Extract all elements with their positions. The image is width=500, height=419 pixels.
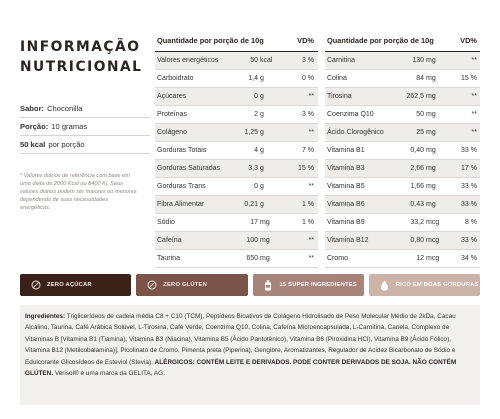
amount-unit: g: [260, 129, 264, 136]
nutrient-name: Gorduras Trans: [157, 183, 206, 190]
nutrient-vd: 33 %: [461, 237, 477, 244]
table-row: [325, 88, 480, 106]
header-vd: VD%: [297, 36, 314, 45]
amount-value: 12: [416, 255, 424, 262]
table-row: [325, 52, 480, 70]
table-header: [325, 30, 480, 52]
nutrient-vd: **: [471, 57, 477, 64]
table-row: [155, 250, 318, 268]
daily-values-note: * Valores diários de referência com base em uma dieta de 2000 Kcal ou 8400 Kj. Seus valores diários podem ser maiores ou menores dependendo de suas necessidades energéticas.: [20, 173, 137, 212]
nutrient-vd: **: [308, 237, 314, 244]
nutrient-name: Valores energéticos: [157, 57, 219, 64]
nutrient-name: Gorduras Saturadas: [157, 165, 221, 172]
nutrient-amount: [384, 255, 440, 262]
nutrient-name: Gorduras Totais: [157, 147, 207, 154]
nutrient-amount: [384, 183, 440, 190]
nutrient-vd: **: [308, 255, 314, 262]
amount-unit: g: [260, 201, 264, 208]
nutrient-vd: 7 %: [301, 147, 314, 154]
nutrient-name: Cafeína: [157, 237, 182, 244]
nutrient-name: Açúcares: [157, 93, 187, 100]
table-row: [155, 196, 318, 214]
table-row: [155, 214, 318, 232]
badge-zero-gluten: [136, 274, 247, 296]
nutrition-table-left: [155, 30, 318, 268]
table-header: [155, 30, 318, 52]
amount-unit: mg: [426, 75, 436, 82]
amount-value: 0,21: [244, 201, 258, 208]
nutrient-amount: [222, 237, 274, 244]
nutrient-name: Tirosina: [327, 93, 352, 100]
nutrient-vd: **: [308, 183, 314, 190]
kcal-value: por porção: [48, 140, 85, 149]
nutrient-name: Vitamina B9: [327, 219, 365, 226]
ingredients-label: Ingredientes:: [25, 313, 66, 320]
nutrient-amount: [222, 255, 274, 262]
nutrient-name: Taurina: [157, 255, 180, 262]
drop-icon: [379, 280, 390, 291]
nutrient-vd: 1 %: [301, 219, 314, 226]
amount-unit: mg: [260, 255, 270, 262]
amount-unit: mg: [260, 219, 270, 226]
amount-unit: mg: [426, 111, 436, 118]
amount-unit: mg: [426, 147, 436, 154]
nutrient-amount: [384, 75, 440, 82]
nutrient-amount: [384, 129, 440, 136]
nutrient-amount: [384, 201, 440, 208]
nutrient-vd: 15 %: [461, 75, 477, 82]
table-row: [155, 160, 318, 178]
amount-unit: mg: [426, 183, 436, 190]
nutrient-name: Vitamina B12: [327, 237, 369, 244]
nutrient-amount: [222, 129, 274, 136]
nutrient-name: Coenzima Q10: [327, 111, 374, 118]
header-quantity: Quantidade por porção de 10g: [327, 36, 434, 45]
nutrient-name: Sódio: [157, 219, 175, 226]
nutrient-amount: [222, 111, 274, 118]
header-quantity: Quantidade por porção de 10g: [157, 36, 264, 45]
amount-unit: g: [260, 111, 264, 118]
badge-good-fats: [369, 274, 480, 296]
amount-value: 2,66: [410, 165, 424, 172]
nutrient-amount: [384, 147, 440, 154]
amount-value: 1,4: [248, 75, 258, 82]
amount-unit: kcal: [260, 57, 273, 64]
nutrient-amount: [222, 57, 274, 64]
badge-label: RICO EM BOAS GORDURAS: [395, 282, 479, 288]
amount-unit: g: [260, 147, 264, 154]
nutrient-vd: **: [471, 129, 477, 136]
amount-unit: mg: [426, 165, 436, 172]
nutrient-amount: [384, 111, 440, 118]
nutrient-name: Cromo: [327, 255, 349, 262]
amount-value: 650: [246, 255, 258, 262]
nutrient-vd: 1 %: [301, 201, 314, 208]
nutrient-name: Fibra Alimentar: [157, 201, 205, 208]
flavor-row: [20, 100, 150, 118]
table-row: [155, 70, 318, 88]
amount-value: 4: [254, 147, 258, 154]
nutrient-vd: **: [471, 93, 477, 100]
nutrient-amount: [222, 93, 274, 100]
nutrient-amount: [384, 57, 440, 64]
nutrient-amount: [222, 201, 274, 208]
bottle-icon: [263, 280, 274, 291]
nutrient-amount: [222, 183, 274, 190]
nutrient-vd: **: [471, 111, 477, 118]
nutrient-vd: 33 %: [461, 147, 477, 154]
flavor-label: Sabor:: [20, 104, 45, 113]
nutrient-vd: 3 %: [301, 57, 314, 64]
serving-label: Porção:: [20, 122, 49, 131]
trademark-note: Verisol® é uma marca da GELITA, AG.: [53, 370, 165, 378]
allergens-text: ALÉRGICOS: CONTÉM LEITE E DERIVADOS. PODE CONTER DERIVADOS DE SOJA. NÃO CONTÉM GLÚTEN.: [25, 358, 457, 378]
table-row: [155, 142, 318, 160]
nutrient-name: Carboidrato: [157, 75, 194, 82]
amount-unit: mcg: [426, 219, 440, 226]
amount-value: 0,80: [410, 237, 424, 244]
nutrient-name: Vitamina B1: [327, 147, 365, 154]
nutrient-name: Ácido Clorogênico: [327, 129, 384, 136]
nutrient-vd: 15 %: [298, 165, 314, 172]
serving-value: 10 gramas: [51, 122, 88, 131]
amount-value: 33,2: [410, 219, 424, 226]
nutrient-amount: [222, 147, 274, 154]
amount-value: 1,25: [244, 129, 258, 136]
nutrient-amount: [222, 165, 274, 172]
nutrient-amount: [384, 219, 440, 226]
table-row: [325, 196, 480, 214]
nutrient-vd: 33 %: [461, 183, 477, 190]
badge-strip: [20, 274, 480, 296]
table-row: [155, 88, 318, 106]
nutrient-vd: **: [308, 129, 314, 136]
amount-unit: mg: [426, 129, 436, 136]
amount-unit: g: [260, 183, 264, 190]
nutrient-name: Proteínas: [157, 111, 187, 118]
nutrient-vd: 0 %: [301, 75, 314, 82]
badge-label: 15 SUPER INGREDIENTES: [279, 282, 357, 288]
badge-zero-sugar: [20, 274, 131, 296]
nutrient-name: Carnitina: [327, 57, 356, 64]
nutrient-amount: [222, 219, 274, 226]
badge-super-ingredients: [253, 274, 364, 296]
page-title: INFORMAÇÃO NUTRICIONAL: [20, 39, 143, 75]
amount-value: 3,3: [248, 165, 258, 172]
amount-unit: mg: [426, 93, 436, 100]
nutrient-amount: [384, 165, 440, 172]
table-row: [325, 160, 480, 178]
table-row: [325, 178, 480, 196]
amount-unit: mg: [426, 57, 436, 64]
nutrient-vd: 33 %: [461, 201, 477, 208]
table-row: [155, 124, 318, 142]
table-row: [155, 52, 318, 70]
nutrient-vd: 3 %: [301, 111, 314, 118]
product-info: [20, 100, 150, 154]
header-vd: VD%: [460, 36, 477, 45]
amount-value: 0: [254, 183, 258, 190]
amount-value: 17: [250, 219, 258, 226]
prohibited-icon: [30, 280, 41, 291]
nutrient-amount: [384, 237, 440, 244]
table-row: [155, 232, 318, 250]
amount-unit: g: [260, 93, 264, 100]
nutrient-vd: 8 %: [464, 219, 477, 226]
ingredients-box: [20, 305, 480, 405]
prohibited-icon: [146, 280, 157, 291]
nutrient-name: Vitamina B6: [327, 201, 365, 208]
serving-row: [20, 118, 150, 136]
amount-value: 262,5: [406, 93, 424, 100]
amount-value: 50: [250, 57, 258, 64]
nutrient-vd: 17 %: [461, 165, 477, 172]
nutrient-vd: **: [308, 93, 314, 100]
amount-value: 0,40: [410, 147, 424, 154]
nutrition-table-right: [325, 30, 480, 268]
flavor-value: Choconilla: [47, 104, 83, 113]
kcal-row: [20, 136, 150, 154]
amount-value: 2: [254, 111, 258, 118]
amount-value: 0,43: [410, 201, 424, 208]
nutrient-name: Vitamina B5: [327, 183, 365, 190]
amount-value: 1,66: [410, 183, 424, 190]
table-row: [325, 142, 480, 160]
table-row: [325, 70, 480, 88]
amount-unit: mg: [426, 201, 436, 208]
nutrient-amount: [222, 75, 274, 82]
kcal-label: 50 kcal: [20, 140, 46, 149]
amount-unit: g: [260, 75, 264, 82]
amount-unit: g: [260, 165, 264, 172]
badge-label: ZERO AÇÚCAR: [47, 282, 92, 288]
nutrient-name: Colágeno: [157, 129, 187, 136]
amount-unit: mcg: [426, 255, 440, 262]
amount-value: 25: [416, 129, 424, 136]
amount-value: 100: [246, 237, 258, 244]
table-row: [155, 178, 318, 196]
table-row: [155, 106, 318, 124]
nutrient-name: Vitamina B3: [327, 165, 365, 172]
amount-unit: mcg: [426, 237, 440, 244]
table-row: [325, 214, 480, 232]
table-row: [325, 124, 480, 142]
amount-value: 130: [412, 57, 424, 64]
table-row: [325, 250, 480, 268]
badge-label: ZERO GLÚTEN: [163, 282, 207, 288]
table-row: [325, 232, 480, 250]
nutrient-name: Colina: [327, 75, 347, 82]
ingredients-text: Triglicerídeos de cadeia média C8 + C10 (TCM), Peptídeos Bioativos de Colágeno Hidrolisado de Peso Molecular Médio de 2kDa, Cacau Alcalino, Taurina, Café Arábica Solúvel, L-Tirosina, Café Verde, Coenzima Q10, Colina, Cafeína Microencapsulada, L-Carnitina, Canela, Complexo de Vitaminas B [Vitamina B1 (Tiamina), Vitamina B3 (Niacina), Vitamina B5 (Ácido Pantotênico), Vitamina B6 (Piroxidina HCl), Vitamina B9 (Ácido Fólico), Vitamina B12 (Metilcobalamina)], Picolinato de Cromo, Pimenta preta (Piperina), Gengibre, Aromatizantes, Regulador de Acidez Bicarbonato de Sódio e Edulcorante Glicosídeos de Esteviol (Stevia).: [25, 313, 456, 366]
amount-value: 50: [416, 111, 424, 118]
nutrient-amount: [384, 93, 440, 100]
nutrient-vd: 34 %: [461, 255, 477, 262]
amount-unit: mg: [260, 237, 270, 244]
table-row: [325, 106, 480, 124]
amount-value: 0: [254, 93, 258, 100]
amount-value: 84: [416, 75, 424, 82]
